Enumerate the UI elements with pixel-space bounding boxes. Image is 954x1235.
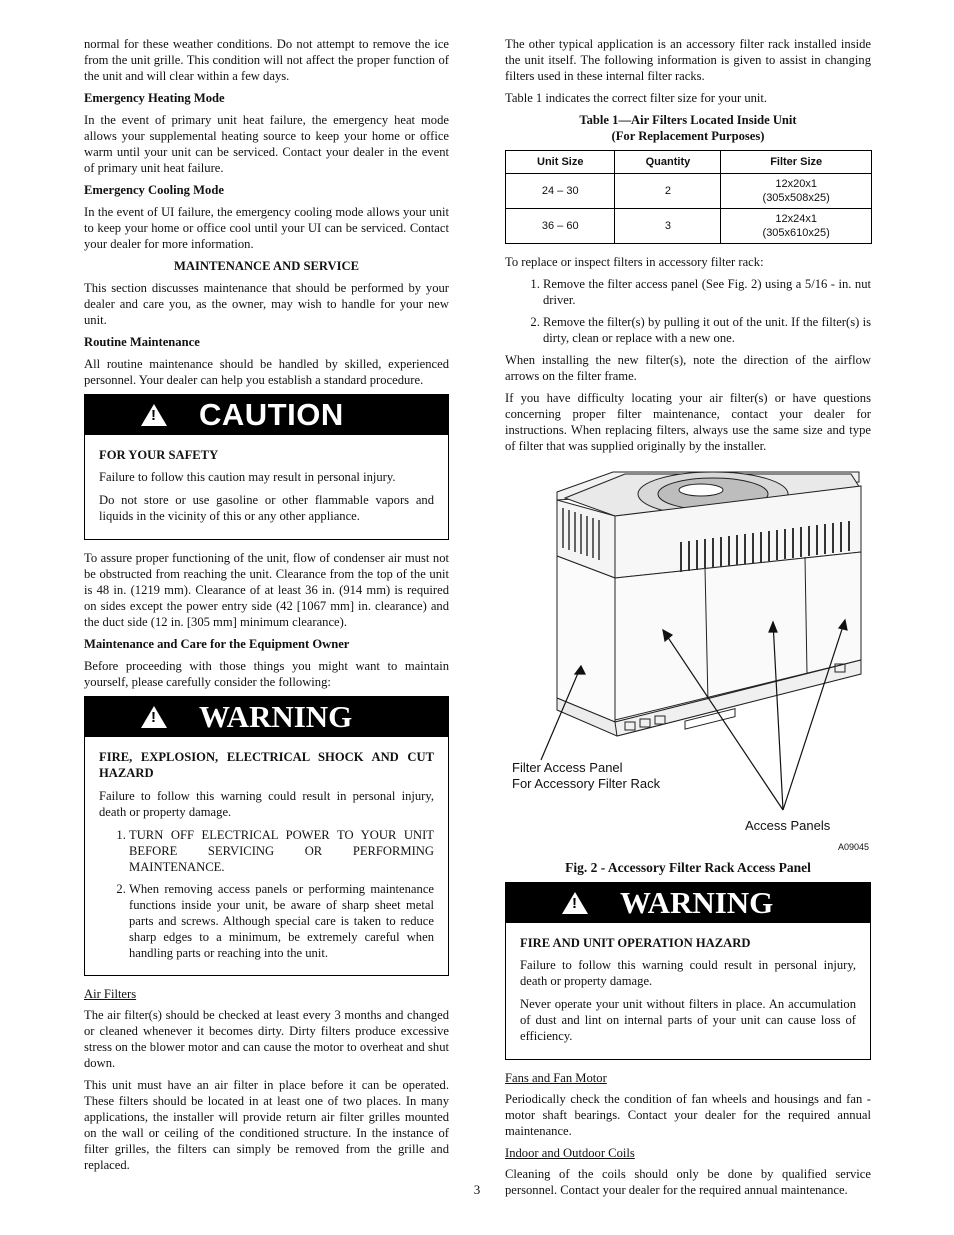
left-column (84, 36, 449, 1179)
caution-title: CAUTION (199, 397, 344, 432)
caution-heading: FOR YOUR SAFETY (99, 448, 219, 462)
warning-triangle-icon: ! (141, 404, 167, 426)
table-header-row (506, 151, 872, 174)
table-cell: 36 – 60 (506, 209, 615, 244)
replace-step: 2. Remove the filter(s) by pulling it out of the unit. If the filter(s) is dirty, clean or replace with a new one. (543, 314, 871, 346)
table-header-cell: Unit Size (506, 151, 615, 174)
emergency-heating-paragraph: In the event of primary unit heat failure, the emergency heat mode allows your supplemental heating source to keep your home or office warm until your unit can be serviced. Contact your dealer in the event of primary unit heat failure. (84, 113, 449, 175)
filter-size-table (505, 150, 872, 244)
table-cell: 12x20x1 (305x508x25) (721, 174, 872, 209)
routine-maintenance-heading: Routine Maintenance (84, 335, 200, 349)
warning-triangle-icon: ! (141, 706, 167, 728)
maintenance-paragraph: This section discusses maintenance that should be performed by your dealer and care you, as the owner, may wish to handle for your new unit. (84, 281, 449, 327)
table-subtitle: (For Replacement Purposes) (611, 129, 765, 143)
fans-heading: Fans and Fan Motor (505, 1071, 607, 1085)
table-row (506, 209, 872, 244)
other-application-paragraph: The other typical application is an accessory filter rack installed inside the unit itself. The following information is given to assist in changing filters used in these internal filter racks. (505, 37, 871, 83)
figure-label-filter-rack: For Accessory Filter Rack (512, 776, 661, 791)
coils-paragraph: Cleaning of the coils should only be done by qualified service personnel. Contact your dealer for the required annual maintenance. (505, 1167, 871, 1197)
warning-list-item: 2. When removing access panels or performing maintenance functions inside your unit, be aware of sharp sheet metal parts and screws. Although special care is taken to reduce sharp edges to a minimum, be extremely careful when handling parts or reaching into the unit. (129, 881, 434, 961)
replace-step: 1. Remove the filter access panel (See Fig. 2) using a 5/16 - in. nut driver. (543, 276, 871, 308)
figure-2 (505, 460, 871, 856)
replace-steps-list (505, 276, 871, 346)
warning-header-2 (506, 883, 870, 923)
difficulty-paragraph: If you have difficulty locating your air filter(s) or have questions concerning proper filter maintenance, contact your dealer for instructions. When replacing filters, always use the same size and type of filter that was supplied originally by the installer. (505, 391, 871, 453)
warning-title-1: WARNING (199, 699, 353, 734)
table-cell: 3 (615, 209, 721, 244)
caution-box (84, 394, 449, 540)
warning-box-1 (84, 696, 449, 976)
install-paragraph: When installing the new filter(s), note the direction of the airflow arrows on the filter frame. (505, 353, 871, 383)
emergency-cooling-heading: Emergency Cooling Mode (84, 183, 224, 197)
table-cell: 2 (615, 174, 721, 209)
air-filters-paragraph-1: The air filter(s) should be checked at least every 3 months and changed or cleaned whenever it becomes dirty. Dirty filters produce excessive stress on the blower motor and can cause the motor to overheat and shut down. (84, 1008, 449, 1070)
replace-intro-paragraph: To replace or inspect filters in accessory filter rack: (505, 255, 764, 269)
caution-text-1: Failure to follow this caution may result in personal injury. (99, 470, 396, 484)
caution-text-2: Do not store or use gasoline or other flammable vapors and liquids in the vicinity of this or any other appliance. (99, 493, 434, 523)
table-cell: 12x24x1 (305x610x25) (721, 209, 872, 244)
warning-title-2: WARNING (620, 885, 774, 920)
warning-text-1: Failure to follow this warning could result in personal injury, death or property damage. (99, 789, 434, 819)
coils-heading: Indoor and Outdoor Coils (505, 1146, 635, 1160)
table-title: Table 1—Air Filters Located Inside Unit (579, 113, 797, 127)
hvac-unit-illustration (505, 460, 871, 856)
warning-text-2a: Failure to follow this warning could result in personal injury, death or property damage. (520, 958, 856, 988)
equipment-care-heading: Maintenance and Care for the Equipment Owner (84, 637, 350, 651)
table-header-cell: Filter Size (721, 151, 872, 174)
figure-label-access-panels: Access Panels (745, 818, 831, 833)
caution-header (85, 395, 448, 435)
table-cell: 24 – 30 (506, 174, 615, 209)
warning-triangle-icon: ! (562, 892, 588, 914)
air-filters-heading: Air Filters (84, 987, 137, 1001)
warning-heading-2: FIRE AND UNIT OPERATION HAZARD (520, 936, 751, 950)
warning-box-2 (505, 882, 871, 1060)
figure-caption: Fig. 2 - Accessory Filter Rack Access Panel (565, 860, 811, 875)
emergency-heating-heading: Emergency Heating Mode (84, 91, 225, 105)
warning-list-1 (99, 827, 434, 961)
clearance-paragraph: To assure proper functioning of the unit, flow of condenser air must not be obstructed from reaching the unit. Clearance from the top of the unit is 48 in. (1219 mm). Clearance of at least 36 in. (914 mm) is required on sides except the power entry side (42 [1067 mm] in. clearance) and the duct side (12 in. [305 mm] minimum clearance). (84, 551, 449, 629)
warning-text-2b: Never operate your unit without filters in place. An accumulation of dust and lint on internal parts of your unit can cause loss of efficiency. (520, 997, 856, 1043)
warning-list-item: 1. TURN OFF ELECTRICAL POWER TO YOUR UNIT BEFORE SERVICING OR PERFORMING MAINTENANCE. (129, 827, 434, 875)
table-reference-paragraph: Table 1 indicates the correct filter size for your unit. (505, 91, 768, 105)
routine-maintenance-paragraph: All routine maintenance should be handled by skilled, experienced personnel. Your dealer can help you establish a standard procedure. (84, 357, 449, 387)
figure-label-filter-panel: Filter Access Panel (512, 760, 623, 775)
table-row (506, 174, 872, 209)
emergency-cooling-paragraph: In the event of UI failure, the emergency cooling mode allows your unit to keep your home or office cool until your UI can be serviced. Contact your dealer for more information. (84, 205, 449, 251)
equipment-care-paragraph: Before proceeding with those things you might want to maintain yourself, please carefully consider the following: (84, 659, 449, 689)
warning-header-1 (85, 697, 448, 737)
warning-heading-1: FIRE, EXPLOSION, ELECTRICAL SHOCK AND CUT HAZARD (99, 750, 434, 780)
figure-code: A09045 (838, 842, 870, 852)
intro-paragraph: normal for these weather conditions. Do not attempt to remove the ice from the unit grille. This condition will not affect the proper function of the unit and will clear within a few days. (84, 37, 449, 83)
maintenance-service-heading: MAINTENANCE AND SERVICE (174, 259, 359, 273)
fans-paragraph: Periodically check the condition of fan wheels and housings and fan - motor shaft bearings. Contact your dealer for the required annual maintenance. (505, 1092, 871, 1138)
page-number: 3 (473, 1182, 481, 1197)
table-header-cell: Quantity (615, 151, 721, 174)
air-filters-paragraph-2: This unit must have an air filter in place before it can be operated. These filters should be located in at least one of two places. In many applications, the installer will provide return air filter grilles mounted on the wall or ceiling of the conditioned structure. In the instance of filter grilles, the filters can simply be removed from the grille and replaced. (84, 1078, 449, 1172)
right-column (505, 36, 871, 1204)
